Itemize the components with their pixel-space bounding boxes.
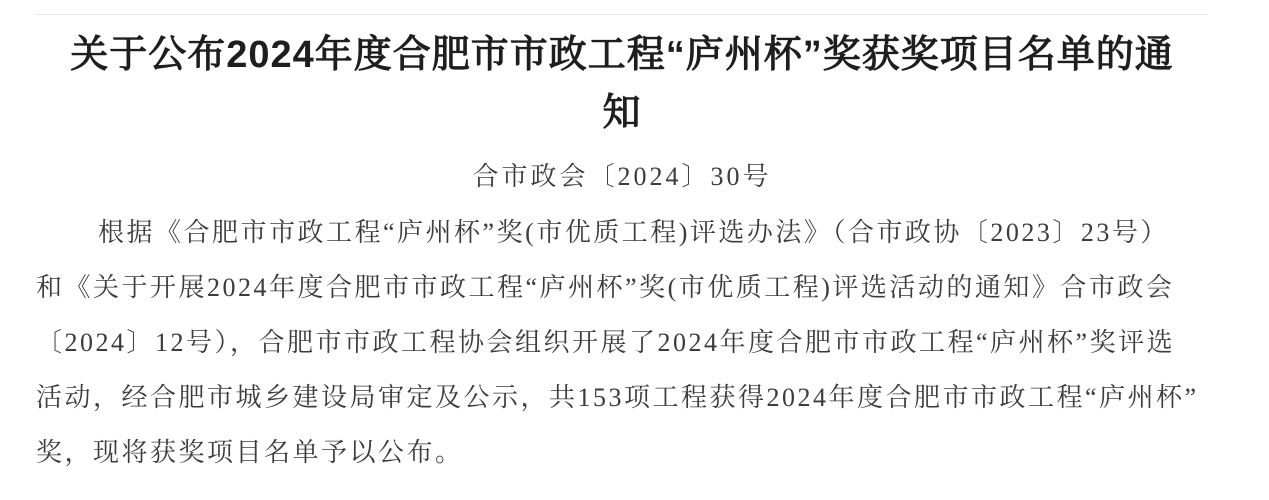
notice-page [0,14,1269,480]
page-title [36,26,1208,142]
page-title-line-2: 知 [602,92,642,134]
notice-body [36,205,1208,480]
body-line: 和《关于开展2024年度合肥市市政工程“庐州杯”奖(市优质工程)评选活动的通知》合市政会 [36,273,1175,302]
notice-content [36,14,1208,480]
body-line: 活动，经合肥市城乡建设局审定及公示，共153项工程获得2024年度合肥市市政工程“庐州杯” [36,383,1199,412]
page-title-line-1: 关于公布2024年度合肥市市政工程“庐州杯”奖获奖项目名单的通 [70,34,1174,76]
body-line: 〔2024〕12号），合肥市市政工程协会组织开展了2024年度合肥市市政工程“庐州杯”奖评选 [36,328,1176,357]
body-line: 根据《合肥市市政工程“庐州杯”奖(市优质工程)评选办法》（合市政协〔2023〕23号） [98,218,1169,247]
body-line: 奖，现将获奖项目名单予以公布。 [36,438,464,467]
document-number: 合市政会〔2024〕30号 [472,162,772,191]
